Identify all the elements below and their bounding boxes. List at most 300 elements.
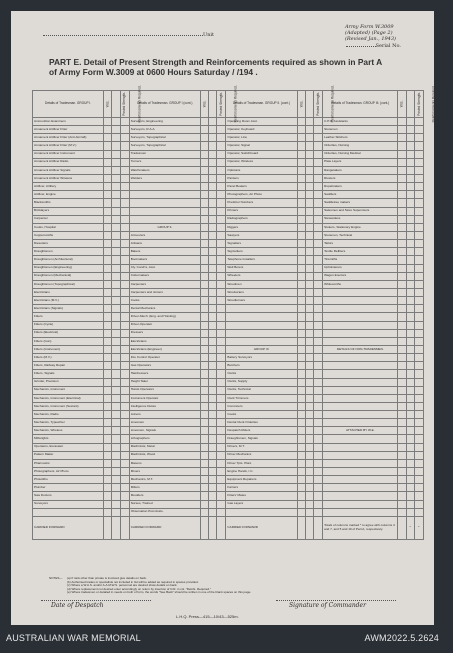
entry-cell[interactable] [217,411,226,419]
entry-cell[interactable] [112,199,120,207]
entry-cell[interactable] [313,370,322,378]
entry-cell[interactable] [200,313,208,321]
entry-cell[interactable] [305,207,313,215]
entry-cell[interactable] [112,321,120,329]
entry-cell[interactable] [313,231,322,239]
entry-cell[interactable] [104,207,112,215]
entry-cell[interactable] [414,118,423,126]
entry-cell[interactable] [112,126,120,134]
entry-cell[interactable] [104,280,112,288]
entry-cell[interactable] [217,158,226,166]
entry-cell[interactable] [297,329,305,337]
entry-cell[interactable] [104,329,112,337]
entry-cell[interactable] [305,321,313,329]
entry-cell[interactable] [200,134,208,142]
entry-cell[interactable] [297,158,305,166]
entry-cell[interactable] [209,256,217,264]
entry-cell[interactable] [398,256,406,264]
entry-cell[interactable] [120,378,129,386]
entry-cell[interactable] [414,321,423,329]
entry-cell[interactable] [406,459,414,467]
entry-cell[interactable] [313,256,322,264]
entry-cell[interactable] [398,516,406,539]
entry-cell[interactable] [200,256,208,264]
entry-cell[interactable] [305,484,313,492]
entry-cell[interactable] [313,183,322,191]
entry-cell[interactable] [104,199,112,207]
entry-cell[interactable] [104,378,112,386]
entry-cell[interactable] [406,191,414,199]
entry-cell[interactable] [200,174,208,182]
entry-cell[interactable] [112,386,120,394]
entry-cell[interactable] [209,345,217,353]
entry-cell[interactable] [200,207,208,215]
entry-cell[interactable] [217,191,226,199]
entry-cell[interactable] [414,305,423,313]
entry-cell[interactable] [217,305,226,313]
entry-cell[interactable] [297,118,305,126]
entry-cell[interactable] [120,435,129,443]
entry-cell[interactable] [297,166,305,174]
entry-cell[interactable] [398,419,406,427]
entry-cell[interactable] [209,272,217,280]
entry-cell[interactable] [209,362,217,370]
entry-cell[interactable] [414,288,423,296]
entry-cell[interactable] [297,386,305,394]
entry-cell[interactable] [406,468,414,476]
entry-cell[interactable] [305,329,313,337]
entry-cell[interactable] [406,256,414,264]
entry-cell[interactable] [406,378,414,386]
entry-cell[interactable] [398,427,406,435]
entry-cell[interactable] [200,337,208,345]
entry-cell[interactable] [297,354,305,362]
entry-cell[interactable] [200,492,208,500]
entry-cell[interactable] [398,370,406,378]
entry-cell[interactable] [297,427,305,435]
entry-cell[interactable] [297,476,305,484]
entry-cell[interactable] [217,207,226,215]
entry-cell[interactable] [414,248,423,256]
entry-cell[interactable] [398,240,406,248]
entry-cell[interactable] [305,272,313,280]
entry-cell[interactable] [414,354,423,362]
entry-cell[interactable] [209,288,217,296]
entry-cell[interactable] [398,215,406,223]
entry-cell[interactable] [414,166,423,174]
entry-cell[interactable] [398,402,406,410]
entry-cell[interactable] [120,419,129,427]
entry-cell[interactable] [209,215,217,223]
entry-cell[interactable] [200,288,208,296]
entry-cell[interactable] [297,256,305,264]
entry-cell[interactable] [209,411,217,419]
entry-cell[interactable] [313,248,322,256]
entry-cell[interactable] [305,508,313,516]
entry-cell[interactable] [200,451,208,459]
entry-cell[interactable] [305,305,313,313]
entry-cell[interactable] [398,459,406,467]
entry-cell[interactable] [414,183,423,191]
entry-cell[interactable] [305,468,313,476]
entry-cell[interactable] [414,370,423,378]
entry-cell[interactable]: * [414,516,423,539]
entry-cell[interactable] [200,150,208,158]
entry-cell[interactable] [120,313,129,321]
entry-cell[interactable] [112,402,120,410]
entry-cell[interactable] [200,402,208,410]
entry-cell[interactable] [200,386,208,394]
entry-cell[interactable] [120,321,129,329]
entry-cell[interactable] [398,126,406,134]
entry-cell[interactable] [305,158,313,166]
entry-cell[interactable] [305,337,313,345]
entry-cell[interactable] [406,443,414,451]
entry-cell[interactable] [217,134,226,142]
entry-cell[interactable] [112,492,120,500]
entry-cell[interactable] [200,427,208,435]
entry-cell[interactable] [406,240,414,248]
entry-cell[interactable] [406,411,414,419]
entry-cell[interactable] [297,183,305,191]
entry-cell[interactable] [305,443,313,451]
entry-cell[interactable] [414,231,423,239]
entry-cell[interactable] [217,280,226,288]
entry-cell[interactable] [217,484,226,492]
entry-cell[interactable] [217,313,226,321]
entry-cell[interactable] [217,354,226,362]
entry-cell[interactable] [112,174,120,182]
entry-cell[interactable] [406,362,414,370]
entry-cell[interactable] [120,337,129,345]
entry-cell[interactable] [398,231,406,239]
entry-cell[interactable] [313,158,322,166]
entry-cell[interactable] [200,419,208,427]
entry-cell[interactable] [398,248,406,256]
entry-cell[interactable] [217,435,226,443]
entry-cell[interactable] [313,264,322,272]
entry-cell[interactable] [217,297,226,305]
entry-cell[interactable] [305,126,313,134]
entry-cell[interactable] [104,508,112,516]
entry-cell[interactable] [406,215,414,223]
entry-cell[interactable] [112,459,120,467]
entry-cell[interactable] [120,468,129,476]
entry-cell[interactable] [297,402,305,410]
entry-cell[interactable] [398,411,406,419]
entry-cell[interactable] [120,166,129,174]
entry-cell[interactable] [305,256,313,264]
entry-cell[interactable] [209,354,217,362]
entry-cell[interactable] [414,411,423,419]
entry-cell[interactable] [406,280,414,288]
entry-cell[interactable] [313,419,322,427]
entry-cell[interactable] [112,476,120,484]
entry-cell[interactable] [398,345,406,353]
entry-cell[interactable] [414,191,423,199]
entry-cell[interactable] [200,280,208,288]
entry-cell[interactable] [112,443,120,451]
entry-cell[interactable] [104,337,112,345]
entry-cell[interactable] [112,150,120,158]
entry-cell[interactable] [398,500,406,508]
entry-cell[interactable] [104,443,112,451]
entry-cell[interactable] [414,158,423,166]
entry-cell[interactable] [200,215,208,223]
entry-cell[interactable] [209,248,217,256]
entry-cell[interactable] [120,362,129,370]
entry-cell[interactable] [297,484,305,492]
entry-cell[interactable] [297,305,305,313]
entry-cell[interactable] [398,451,406,459]
entry-cell[interactable] [104,476,112,484]
entry-cell[interactable] [414,500,423,508]
entry-cell[interactable] [104,354,112,362]
entry-cell[interactable] [217,240,226,248]
entry-cell[interactable] [209,459,217,467]
entry-cell[interactable] [398,134,406,142]
entry-cell[interactable] [112,362,120,370]
entry-cell[interactable] [217,264,226,272]
entry-cell[interactable] [305,231,313,239]
entry-cell[interactable] [112,248,120,256]
entry-cell[interactable] [112,354,120,362]
entry-cell[interactable] [313,508,322,516]
entry-cell[interactable] [313,500,322,508]
entry-cell[interactable] [398,329,406,337]
entry-cell[interactable] [200,484,208,492]
entry-cell[interactable] [209,476,217,484]
entry-cell[interactable] [406,354,414,362]
entry-cell[interactable] [120,411,129,419]
entry-cell[interactable] [200,231,208,239]
entry-cell[interactable] [217,402,226,410]
entry-cell[interactable] [120,500,129,508]
entry-cell[interactable] [120,329,129,337]
entry-cell[interactable] [398,337,406,345]
entry-cell[interactable] [112,411,120,419]
entry-cell[interactable] [297,191,305,199]
entry-cell[interactable] [217,329,226,337]
entry-cell[interactable] [209,142,217,150]
entry-cell[interactable] [305,288,313,296]
entry-cell[interactable] [313,207,322,215]
entry-cell[interactable] [217,345,226,353]
entry-cell[interactable] [406,142,414,150]
entry-cell[interactable] [406,337,414,345]
entry-cell[interactable] [414,427,423,435]
entry-cell[interactable] [297,370,305,378]
entry-cell[interactable] [217,248,226,256]
entry-cell[interactable] [305,134,313,142]
entry-cell[interactable] [406,305,414,313]
entry-cell[interactable] [313,191,322,199]
entry-cell[interactable] [297,443,305,451]
entry-cell[interactable] [414,419,423,427]
entry-cell[interactable] [297,150,305,158]
entry-cell[interactable] [217,476,226,484]
entry-cell[interactable] [305,142,313,150]
entry-cell[interactable] [406,150,414,158]
entry-cell[interactable] [406,329,414,337]
entry-cell[interactable] [313,118,322,126]
entry-cell[interactable] [313,427,322,435]
entry-cell[interactable] [217,199,226,207]
entry-cell[interactable] [305,459,313,467]
entry-cell[interactable] [217,451,226,459]
entry-cell[interactable] [398,118,406,126]
entry-cell[interactable] [414,264,423,272]
entry-cell[interactable] [305,378,313,386]
entry-cell[interactable] [104,166,112,174]
entry-cell[interactable] [120,484,129,492]
entry-cell[interactable] [406,264,414,272]
entry-cell[interactable] [398,468,406,476]
entry-cell[interactable] [200,354,208,362]
entry-cell[interactable] [217,459,226,467]
entry-cell[interactable] [209,207,217,215]
entry-cell[interactable] [209,337,217,345]
entry-cell[interactable] [305,223,313,231]
entry-cell[interactable] [297,321,305,329]
entry-cell[interactable] [112,288,120,296]
entry-cell[interactable] [104,158,112,166]
entry-cell[interactable] [414,280,423,288]
entry-cell[interactable] [313,386,322,394]
entry-cell[interactable] [112,419,120,427]
entry-cell[interactable] [112,256,120,264]
entry-cell[interactable] [398,199,406,207]
entry-cell[interactable] [104,223,112,231]
entry-cell[interactable] [313,166,322,174]
entry-cell[interactable] [297,451,305,459]
entry-cell[interactable] [398,484,406,492]
entry-cell[interactable] [200,378,208,386]
entry-cell[interactable] [104,402,112,410]
entry-cell[interactable] [313,362,322,370]
entry-cell[interactable] [305,411,313,419]
entry-cell[interactable] [305,174,313,182]
entry-cell[interactable] [104,386,112,394]
entry-cell[interactable] [217,215,226,223]
entry-cell[interactable] [120,288,129,296]
entry-cell[interactable] [120,183,129,191]
entry-cell[interactable] [313,174,322,182]
entry-cell[interactable] [120,370,129,378]
entry-cell[interactable] [313,272,322,280]
entry-cell[interactable] [414,451,423,459]
entry-cell[interactable] [305,476,313,484]
entry-cell[interactable] [112,451,120,459]
entry-cell[interactable] [414,150,423,158]
entry-cell[interactable] [120,443,129,451]
entry-cell[interactable] [104,411,112,419]
entry-cell[interactable] [104,183,112,191]
entry-cell[interactable] [414,459,423,467]
entry-cell[interactable] [305,451,313,459]
entry-cell[interactable] [104,362,112,370]
entry-cell[interactable] [104,240,112,248]
entry-cell[interactable] [406,370,414,378]
entry-cell[interactable] [398,435,406,443]
entry-cell[interactable] [414,508,423,516]
entry-cell[interactable] [217,492,226,500]
entry-cell[interactable] [305,435,313,443]
entry-cell[interactable] [305,280,313,288]
entry-cell[interactable] [112,394,120,402]
entry-cell[interactable] [297,468,305,476]
entry-cell[interactable] [104,419,112,427]
entry-cell[interactable] [297,516,305,539]
entry-cell[interactable] [313,411,322,419]
entry-cell[interactable] [112,508,120,516]
entry-cell[interactable] [414,484,423,492]
entry-cell[interactable] [398,321,406,329]
entry-cell[interactable] [209,419,217,427]
entry-cell[interactable] [217,508,226,516]
entry-cell[interactable] [120,272,129,280]
entry-cell[interactable] [104,150,112,158]
entry-cell[interactable] [414,443,423,451]
entry-cell[interactable] [200,468,208,476]
entry-cell[interactable] [305,419,313,427]
entry-cell[interactable] [209,427,217,435]
entry-cell[interactable] [414,394,423,402]
entry-cell[interactable] [398,272,406,280]
entry-cell[interactable] [104,288,112,296]
entry-cell[interactable] [112,297,120,305]
entry-cell[interactable] [104,134,112,142]
entry-cell[interactable] [217,427,226,435]
entry-cell[interactable] [305,427,313,435]
entry-cell[interactable] [297,280,305,288]
entry-cell[interactable] [104,321,112,329]
entry-cell[interactable] [209,264,217,272]
entry-cell[interactable] [414,174,423,182]
entry-cell[interactable] [297,362,305,370]
entry-cell[interactable] [112,337,120,345]
entry-cell[interactable] [406,500,414,508]
entry-cell[interactable] [297,419,305,427]
entry-cell[interactable] [305,166,313,174]
entry-cell[interactable] [406,223,414,231]
entry-cell[interactable] [112,305,120,313]
entry-cell[interactable] [217,150,226,158]
entry-cell[interactable] [200,272,208,280]
entry-cell[interactable] [209,158,217,166]
entry-cell[interactable] [406,345,414,353]
entry-cell[interactable] [200,321,208,329]
entry-cell[interactable] [217,223,226,231]
entry-cell[interactable] [104,215,112,223]
entry-cell[interactable] [200,329,208,337]
entry-cell[interactable] [414,142,423,150]
entry-cell[interactable] [398,142,406,150]
entry-cell[interactable] [120,280,129,288]
entry-cell[interactable] [200,345,208,353]
entry-cell[interactable] [414,345,423,353]
entry-cell[interactable] [120,459,129,467]
entry-cell[interactable] [209,370,217,378]
entry-cell[interactable] [200,183,208,191]
entry-cell[interactable] [406,435,414,443]
entry-cell[interactable] [398,166,406,174]
entry-cell[interactable] [217,419,226,427]
entry-cell[interactable] [217,443,226,451]
entry-cell[interactable] [104,231,112,239]
entry-cell[interactable] [305,402,313,410]
entry-cell[interactable] [414,492,423,500]
